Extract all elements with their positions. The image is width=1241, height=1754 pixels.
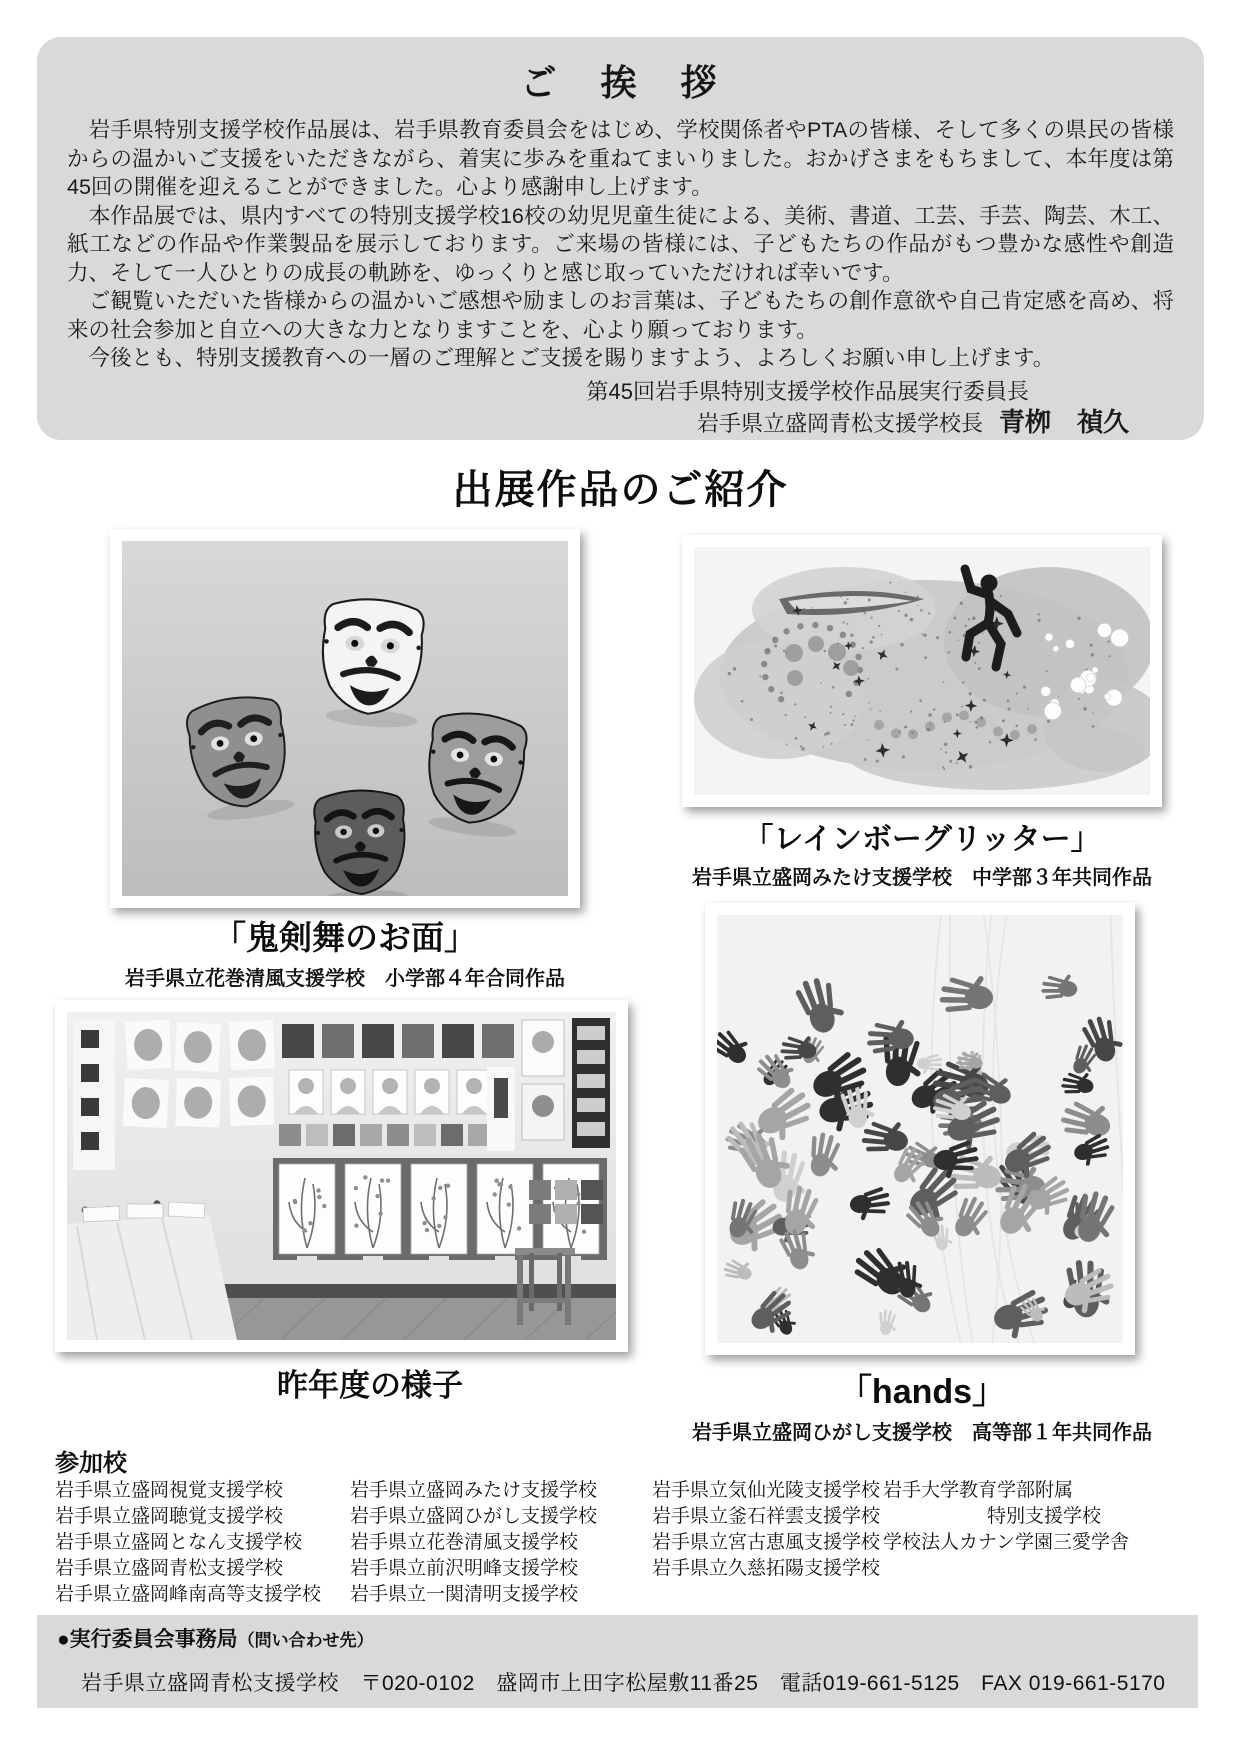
caption-block-hands	[662, 1364, 1182, 1445]
caption-oni-masks: 「鬼剣舞のお面」	[213, 919, 477, 956]
school-name: 岩手県立盛岡みたけ支援学校	[350, 1480, 598, 1501]
last-year-exhibition-photo	[67, 1012, 616, 1340]
caption-block-rainbow-glitter	[662, 814, 1182, 890]
credit-oni-masks: 岩手県立花巻清風支援学校 小学部４年合同作品	[125, 968, 565, 990]
school-name: 岩手県立釜石祥雲支援学校	[652, 1506, 881, 1527]
photo-frame-hands	[705, 903, 1135, 1355]
school-name: 岩手大学教育学部附属	[883, 1480, 1074, 1501]
caption-hands: 「hands」	[837, 1373, 1007, 1411]
signature-role: 第45回岩手県特別支援学校作品展実行委員長	[586, 378, 1029, 404]
credit-rainbow-glitter: 岩手県立盛岡みたけ支援学校 中学部３年共同作品	[692, 867, 1152, 889]
school-name: 岩手県立盛岡視覚支援学校	[55, 1480, 284, 1501]
caption-last-year: 昨年度の様子	[277, 1368, 463, 1403]
school-name: 岩手県立花巻清風支援学校	[350, 1532, 579, 1553]
footer-bar	[37, 1615, 1198, 1708]
footer-heading-note: （問い合わせ先）	[237, 1631, 374, 1650]
greeting-paragraph-3: ご観覧いただいた皆様からの温かいご感想や励ましのお言葉は、子どもたちの創作意欲や自己肯定感を高め、将来の社会参加と自立への大きな力となりますことを、心より願っております。	[67, 289, 1174, 342]
participants-column-1	[55, 1478, 321, 1608]
participants-heading: 参加校	[55, 1450, 127, 1477]
signature-name: 青栁 禎久	[998, 406, 1129, 437]
greeting-paragraph-4: 今後とも、特別支援教育への一層のご理解とご支援を賜りますよう、よろしくお願い申し上げます。	[67, 346, 1055, 370]
school-name: 岩手県立盛岡聴覚支援学校	[55, 1506, 284, 1527]
works-section-title: 出展作品のご紹介	[452, 468, 789, 512]
caption-rainbow-glitter: 「レインボーグリッター」	[743, 823, 1101, 856]
footer-heading-main: ●実行委員会事務局	[57, 1628, 238, 1651]
school-name: 岩手県立気仙光陵支援学校	[652, 1480, 881, 1501]
footer-contact-line: 岩手県立盛岡青松支援学校 〒020-0102 盛岡市上田字松屋敷11番25 電話019-661-5125 FAX 019-661-5170	[81, 1672, 1166, 1695]
school-name: 岩手県立盛岡となん支援学校	[55, 1532, 303, 1553]
hands-photo	[717, 915, 1123, 1343]
school-name: 岩手県立盛岡峰南高等支援学校	[55, 1584, 322, 1605]
footer-heading	[57, 1623, 1198, 1653]
greeting-panel	[37, 37, 1204, 440]
rainbow-glitter-photo	[694, 547, 1150, 795]
oni-masks-photo	[122, 541, 568, 896]
caption-block-last-year	[70, 1360, 670, 1405]
school-name: 岩手県立盛岡ひがし支援学校	[350, 1506, 598, 1527]
school-name: 学校法人カナン学園三愛学舎	[883, 1532, 1130, 1553]
credit-hands: 岩手県立盛岡ひがし支援学校 高等部１年共同作品	[692, 1422, 1152, 1444]
signature-school: 岩手県立盛岡青松支援学校長	[696, 410, 983, 436]
school-name: 岩手県立宮古恵風支援学校	[652, 1532, 881, 1553]
caption-block-oni-masks	[85, 912, 605, 991]
school-name: 岩手県立前沢明峰支援学校	[350, 1558, 579, 1579]
greeting-paragraph-2: 本作品展では、県内すべての特別支援学校16校の幼児児童生徒による、美術、書道、工芸、手芸、陶芸、木工、紙工などの作品や作業製品を展示しております。ご来場の皆様には、子どもたちの作品がもつ豊かな感性や創造力、そして一人ひとりの成長の軌跡を、ゆっくりと感じ取っていただければ幸いです。	[67, 203, 1174, 285]
school-name: 岩手県立久慈拓陽支援学校	[652, 1558, 881, 1579]
greeting-paragraph-1: 岩手県特別支援学校作品展は、岩手県教育委員会をはじめ、学校関係者やPTAの皆様、そして多くの県民の皆様からの温かいご支援をいただきながら、着実に歩みを重ねてまいりました。おかげさまをもちまして、本年度は第45回の開催を迎えることができました。心より感謝申し上げます。	[67, 118, 1174, 199]
school-name: 岩手県立盛岡青松支援学校	[55, 1558, 284, 1579]
photo-frame-rainbow-glitter	[682, 535, 1162, 807]
signature-line	[67, 407, 1174, 439]
participants-column-2	[350, 1478, 597, 1608]
greeting-title: ご 挨 拶	[520, 62, 721, 103]
photo-frame-last-year	[55, 1000, 628, 1352]
school-name: 岩手県立一関清明支援学校	[350, 1584, 579, 1605]
participants-column-3	[652, 1478, 880, 1582]
school-name: 特別支援学校	[986, 1506, 1101, 1527]
participants-column-4	[883, 1478, 1130, 1556]
photo-frame-oni-masks	[110, 529, 580, 908]
